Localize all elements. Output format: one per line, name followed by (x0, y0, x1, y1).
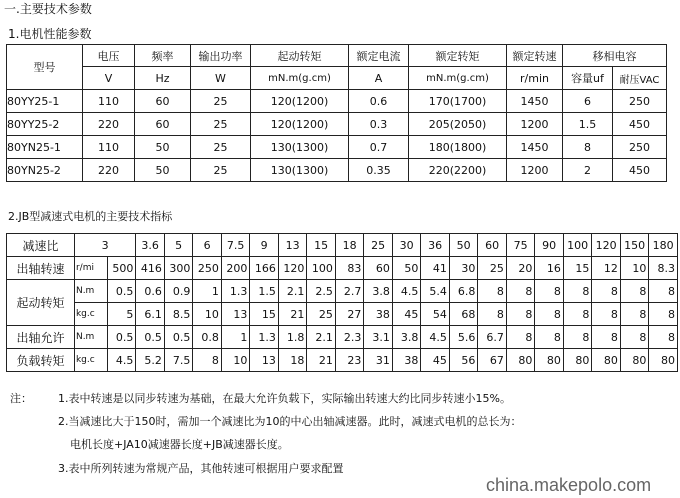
subsection-title-motor: 1.电机性能参数 (8, 27, 92, 41)
value-cell: 2.5 (307, 280, 336, 303)
value-cell: 5.2 (136, 349, 165, 372)
cell: 50 (135, 159, 191, 182)
section-title: 一.主要技术参数 (4, 2, 92, 16)
cell: 0.35 (349, 159, 409, 182)
ratio-cell: 120 (592, 234, 621, 257)
value-cell: 8 (649, 303, 678, 326)
table-unit-row (7, 67, 667, 90)
cell: 25 (191, 159, 251, 182)
value-cell: 1.3 (221, 280, 250, 303)
cell: 220 (83, 159, 135, 182)
value-cell: 1 (221, 326, 250, 349)
value-cell: 8 (563, 326, 592, 349)
header-speed: 额定转速 (507, 45, 563, 67)
header-capacitor: 移相电容 (563, 45, 667, 67)
row-label-load-torque: 负载转矩 (7, 349, 75, 372)
value-cell: 120 (278, 257, 307, 280)
value-cell: 67 (478, 349, 507, 372)
value-cell: 60 (364, 257, 393, 280)
value-cell: 2.1 (278, 280, 307, 303)
unit-start-torque: mN.m(g.cm) (251, 67, 349, 90)
table-header-row (7, 45, 667, 67)
value-cell: 30 (449, 257, 478, 280)
value-cell: 0.5 (164, 326, 193, 349)
note-2: 2.当减速比大于150时，需加一个减速比为10的中心出轴减速器。此时，减速式电机的总长为： (58, 415, 522, 428)
cell: 1200 (507, 159, 563, 182)
value-cell: 3.8 (392, 326, 421, 349)
table-row (7, 280, 678, 303)
value-cell: 416 (136, 257, 165, 280)
cell: 50 (135, 136, 191, 159)
value-cell: 5.6 (449, 326, 478, 349)
header-rated-torque: 额定转矩 (409, 45, 507, 67)
value-cell: 2.1 (307, 326, 336, 349)
ratio-cell: 5 (164, 234, 193, 257)
value-cell: 0.5 (107, 280, 136, 303)
value-cell: 12 (592, 257, 621, 280)
row-label-allowed: 出轴允许 (7, 326, 75, 349)
value-cell: 500 (107, 257, 136, 280)
value-cell: 8 (620, 326, 649, 349)
cell: 180(1800) (409, 136, 507, 159)
value-cell: 6.8 (449, 280, 478, 303)
value-cell: 1.8 (278, 326, 307, 349)
cell: 120(1200) (251, 90, 349, 113)
table-row (7, 257, 678, 280)
value-cell: 83 (335, 257, 364, 280)
value-cell: 0.6 (136, 280, 165, 303)
cell: 25 (191, 90, 251, 113)
table-row (7, 234, 678, 257)
table-row (7, 136, 667, 159)
header-current: 额定电流 (349, 45, 409, 67)
unit-current: A (349, 67, 409, 90)
watermark: china.makepolo.com (486, 475, 652, 495)
value-cell: 80 (506, 349, 535, 372)
value-cell: 21 (278, 303, 307, 326)
value-cell: 300 (164, 257, 193, 280)
cell: 1.5 (563, 113, 613, 136)
value-cell: 68 (449, 303, 478, 326)
table-row (7, 349, 678, 372)
motor-performance-table (6, 44, 667, 182)
unit-cell: N.m (74, 326, 107, 349)
value-cell: 80 (649, 349, 678, 372)
value-cell: 3.8 (364, 280, 393, 303)
unit-frequency: Hz (135, 67, 191, 90)
value-cell: 1.3 (250, 326, 279, 349)
header-model: 型号 (7, 45, 83, 90)
value-cell: 5 (107, 303, 136, 326)
value-cell: 8 (649, 326, 678, 349)
value-cell: 50 (392, 257, 421, 280)
unit-cap-vac: 耐压VAC (613, 67, 667, 90)
cell: 0.7 (349, 136, 409, 159)
cell: 250 (613, 90, 667, 113)
cell: 60 (135, 90, 191, 113)
ratio-cell: 150 (620, 234, 649, 257)
header-frequency: 频率 (135, 45, 191, 67)
value-cell: 25 (307, 303, 336, 326)
header-voltage: 电压 (83, 45, 135, 67)
ratio-cell: 180 (649, 234, 678, 257)
value-cell: 200 (221, 257, 250, 280)
unit-cell: N.m (74, 280, 107, 303)
value-cell: 166 (250, 257, 279, 280)
value-cell: 250 (193, 257, 222, 280)
value-cell: 38 (392, 349, 421, 372)
value-cell: 31 (364, 349, 393, 372)
ratio-cell: 30 (392, 234, 421, 257)
value-cell: 10 (221, 349, 250, 372)
ratio-cell: 36 (421, 234, 450, 257)
ratio-cell: 13 (278, 234, 307, 257)
note-3: 3.表中所列转速为常规产品，其他转速可根据用户要求配置 (58, 462, 344, 475)
value-cell: 8 (592, 326, 621, 349)
value-cell: 0.5 (107, 326, 136, 349)
value-cell: 80 (620, 349, 649, 372)
cell: 2 (563, 159, 613, 182)
value-cell: 8 (506, 326, 535, 349)
cell: 1450 (507, 90, 563, 113)
value-cell: 13 (250, 349, 279, 372)
cell: 110 (83, 136, 135, 159)
value-cell: 8 (592, 303, 621, 326)
value-cell: 15 (250, 303, 279, 326)
unit-cap-uf: 容量uf (563, 67, 613, 90)
value-cell: 10 (620, 257, 649, 280)
value-cell: 8 (563, 280, 592, 303)
row-label-speed: 出轴转速 (7, 257, 75, 280)
ratio-cell: 9 (250, 234, 279, 257)
cell: 130(1300) (251, 159, 349, 182)
value-cell: 8 (478, 280, 507, 303)
cell: 25 (191, 136, 251, 159)
value-cell: 45 (421, 349, 450, 372)
value-cell: 0.9 (164, 280, 193, 303)
value-cell: 6.7 (478, 326, 507, 349)
subsection-title-reducer: 2.JB型减速式电机的主要技术指标 (8, 210, 173, 223)
ratio-cell: 100 (563, 234, 592, 257)
notes-label: 注： (10, 392, 32, 405)
note-2-continued: 电机长度+JA10减速器长度+JB减速器长度。 (70, 438, 289, 451)
cell: 1200 (507, 113, 563, 136)
cell: 450 (613, 113, 667, 136)
value-cell: 13 (221, 303, 250, 326)
reducer-spec-table (6, 233, 678, 372)
value-cell: 8 (478, 303, 507, 326)
value-cell: 8 (535, 280, 564, 303)
value-cell: 8 (193, 349, 222, 372)
unit-power: W (191, 67, 251, 90)
value-cell: 56 (449, 349, 478, 372)
ratio-cell: 15 (307, 234, 336, 257)
ratio-cell: 6 (193, 234, 222, 257)
cell: 80YN25-2 (7, 159, 83, 182)
ratio-cell: 3 (74, 234, 135, 257)
cell: 25 (191, 113, 251, 136)
value-cell: 10 (193, 303, 222, 326)
value-cell: 4.5 (107, 349, 136, 372)
ratio-cell: 60 (478, 234, 507, 257)
unit-voltage: V (83, 67, 135, 90)
value-cell: 8 (649, 280, 678, 303)
cell: 8 (563, 136, 613, 159)
header-power: 输出功率 (191, 45, 251, 67)
value-cell: 4.5 (392, 280, 421, 303)
row-label-ratio: 减速比 (7, 234, 75, 257)
table-row (7, 326, 678, 349)
row-label-start-torque: 起动转矩 (7, 280, 75, 326)
value-cell: 8 (563, 303, 592, 326)
value-cell: 8 (506, 280, 535, 303)
value-cell: 8 (620, 303, 649, 326)
value-cell: 27 (335, 303, 364, 326)
value-cell: 8.3 (649, 257, 678, 280)
ratio-cell: 75 (506, 234, 535, 257)
ratio-cell: 50 (449, 234, 478, 257)
cell: 170(1700) (409, 90, 507, 113)
ratio-cell: 3.6 (136, 234, 165, 257)
value-cell: 54 (421, 303, 450, 326)
cell: 250 (613, 136, 667, 159)
value-cell: 41 (421, 257, 450, 280)
cell: 120(1200) (251, 113, 349, 136)
ratio-cell: 25 (364, 234, 393, 257)
value-cell: 8 (535, 303, 564, 326)
value-cell: 0.5 (136, 326, 165, 349)
cell: 80YY25-1 (7, 90, 83, 113)
cell: 205(2050) (409, 113, 507, 136)
value-cell: 16 (535, 257, 564, 280)
unit-speed: r/min (507, 67, 563, 90)
value-cell: 8 (592, 280, 621, 303)
value-cell: 80 (535, 349, 564, 372)
cell: 220(2200) (409, 159, 507, 182)
cell: 110 (83, 90, 135, 113)
cell: 0.3 (349, 113, 409, 136)
value-cell: 38 (364, 303, 393, 326)
value-cell: 2.3 (335, 326, 364, 349)
cell: 130(1300) (251, 136, 349, 159)
unit-cell: kg.c (74, 303, 107, 326)
value-cell: 8 (620, 280, 649, 303)
cell: 6 (563, 90, 613, 113)
value-cell: 80 (592, 349, 621, 372)
table-row (7, 159, 667, 182)
value-cell: 100 (307, 257, 336, 280)
cell: 80YY25-2 (7, 113, 83, 136)
header-start-torque: 起动转矩 (251, 45, 349, 67)
value-cell: 4.5 (421, 326, 450, 349)
cell: 450 (613, 159, 667, 182)
value-cell: 6.1 (136, 303, 165, 326)
table-row (7, 90, 667, 113)
ratio-cell: 7.5 (221, 234, 250, 257)
value-cell: 23 (335, 349, 364, 372)
unit-cell: r/mi (74, 257, 107, 280)
value-cell: 8 (506, 303, 535, 326)
unit-cell: kg.c (74, 349, 107, 372)
value-cell: 8.5 (164, 303, 193, 326)
value-cell: 0.8 (193, 326, 222, 349)
value-cell: 21 (307, 349, 336, 372)
ratio-cell: 18 (335, 234, 364, 257)
cell: 80YN25-1 (7, 136, 83, 159)
value-cell: 18 (278, 349, 307, 372)
cell: 1450 (507, 136, 563, 159)
unit-rated-torque: mN.m(g.cm) (409, 67, 507, 90)
ratio-cell: 90 (535, 234, 564, 257)
value-cell: 45 (392, 303, 421, 326)
value-cell: 1.5 (250, 280, 279, 303)
value-cell: 7.5 (164, 349, 193, 372)
note-1: 1.表中转速是以同步转速为基础，在最大允许负载下，实际输出转速大约比同步转速小15%。 (58, 392, 511, 405)
value-cell: 2.7 (335, 280, 364, 303)
value-cell: 20 (506, 257, 535, 280)
cell: 220 (83, 113, 135, 136)
cell: 60 (135, 113, 191, 136)
value-cell: 80 (563, 349, 592, 372)
value-cell: 15 (563, 257, 592, 280)
table-row (7, 303, 678, 326)
value-cell: 1 (193, 280, 222, 303)
table-row (7, 113, 667, 136)
cell: 0.6 (349, 90, 409, 113)
value-cell: 25 (478, 257, 507, 280)
value-cell: 5.4 (421, 280, 450, 303)
value-cell: 8 (535, 326, 564, 349)
value-cell: 3.1 (364, 326, 393, 349)
